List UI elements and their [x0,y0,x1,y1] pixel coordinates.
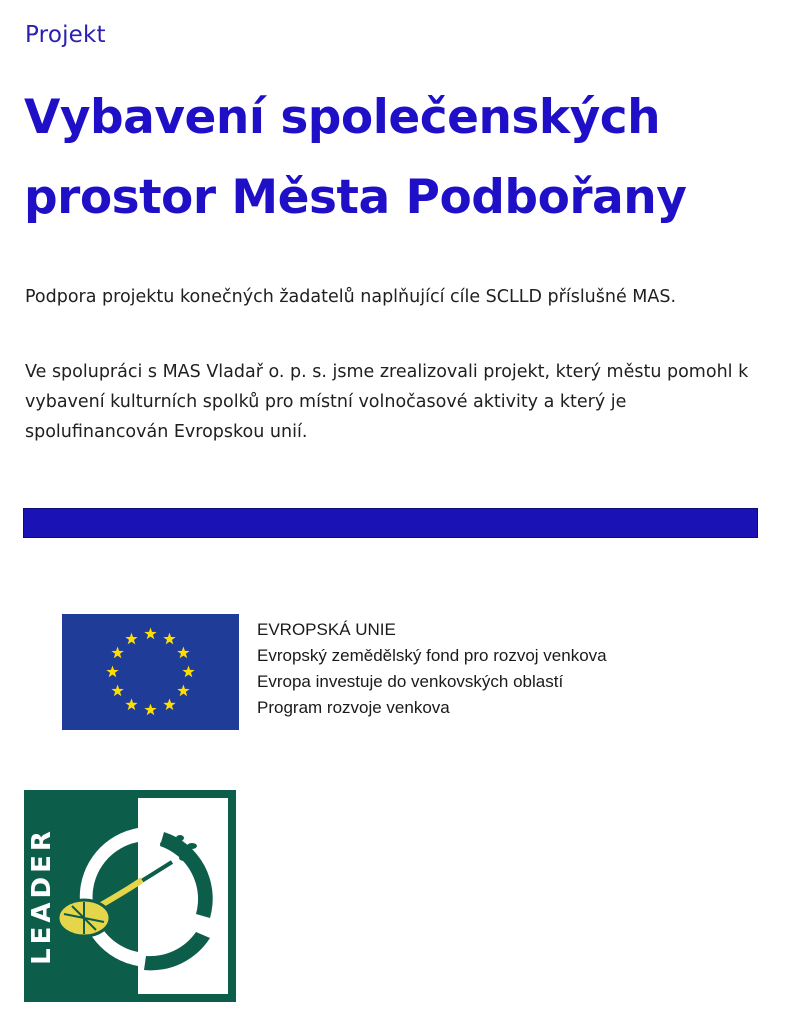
page-title-line1: Vybavení společenských [24,90,661,145]
page-title [24,78,784,238]
leader-logo [24,790,236,1002]
eu-funding-text [257,617,607,721]
page-title-line2: prostor Města Podbořany [24,170,687,225]
blue-divider-bar [23,508,758,538]
description-paragraph: Ve spolupráci s MAS Vladař o. p. s. jsme zrealizovali projekt, který městu pomohl k vybavení kulturních spolků pro místní volnočasové aktivity a který je spolufinancován Evropskou unií. [25,362,749,442]
leader-logo-text: LEADER [27,827,57,965]
eu-fund-name: Evropský zemědělský fond pro rozvoj venkova [257,646,607,665]
eu-flag-icon [62,614,239,730]
eu-title: EVROPSKÁ UNIE [257,620,396,639]
eu-program-name: Program rozvoje venkova [257,698,450,717]
page-kicker: Projekt [25,22,106,48]
eu-slogan: Evropa investuje do venkovských oblastí [257,672,564,691]
intro-paragraph: Podpora projektu konečných žadatelů naplňující cíle SCLLD příslušné MAS. [25,287,677,307]
